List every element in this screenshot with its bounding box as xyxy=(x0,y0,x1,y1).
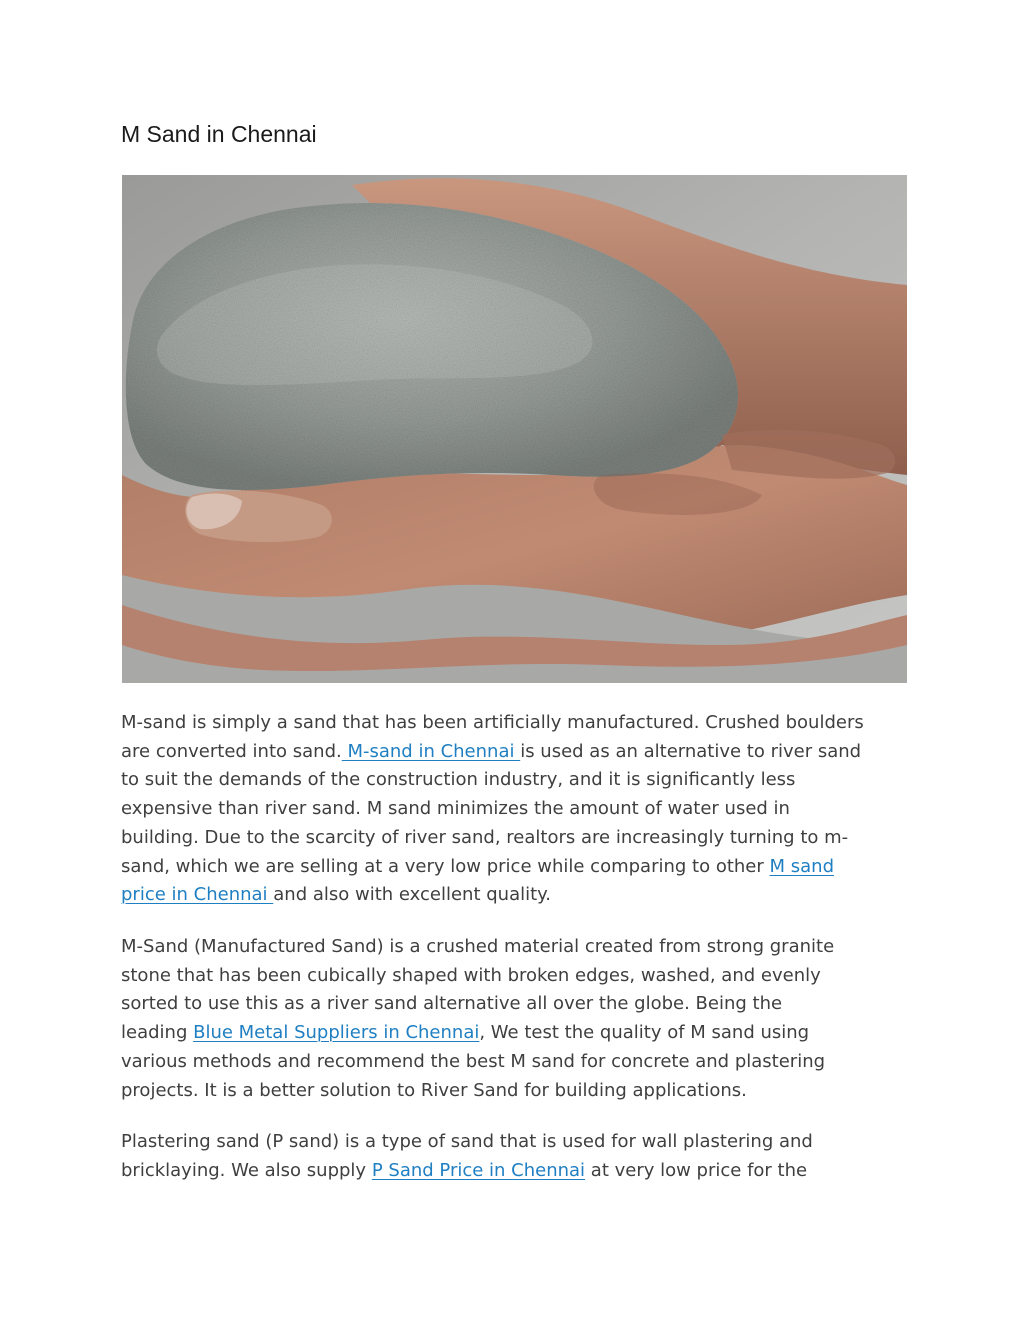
blue-metal-suppliers-link[interactable]: Blue Metal Suppliers in Chennai xyxy=(193,1022,480,1044)
text-segment: stone that has been cubically shaped with broken edges, washed, and evenly xyxy=(121,964,821,986)
text-segment: M-Sand (Manufactured Sand) is a crushed material created from strong granite xyxy=(121,936,835,957)
paragraph-line xyxy=(121,1019,907,1048)
paragraph-2 xyxy=(121,933,907,1105)
text-segment: are converted into sand. xyxy=(121,740,342,762)
paragraph-3 xyxy=(121,1128,907,1185)
hands-holding-sand-photo-icon xyxy=(122,175,907,683)
paragraph-1 xyxy=(121,709,907,910)
paragraph-line xyxy=(121,766,907,795)
text-segment: building. Due to the scarcity of river sand, realtors are increasingly turning to m- xyxy=(121,826,849,848)
paragraph-line xyxy=(121,881,907,910)
text-segment: to suit the demands of the construction industry, and it is significantly less xyxy=(121,769,796,791)
paragraph-line xyxy=(121,1048,907,1077)
paragraph-line xyxy=(121,824,907,853)
text-segment: Plastering sand (P sand) is a type of sand that is used for wall plastering and xyxy=(121,1131,813,1152)
text-segment: and also with excellent quality. xyxy=(273,884,551,906)
text-segment: sorted to use this as a river sand alternative all over the globe. Being the xyxy=(121,993,783,1015)
paragraph-line xyxy=(121,1157,907,1186)
m-sand-price-in-chennai-link[interactable]: price in Chennai xyxy=(121,884,274,906)
text-segment: sand, which we are selling at a very low price while comparing to other xyxy=(121,855,770,877)
text-segment: leading xyxy=(121,1022,194,1044)
paragraph-line xyxy=(121,738,907,767)
text-segment: bricklaying. We also supply xyxy=(121,1159,372,1181)
text-segment: various methods and recommend the best M sand for concrete and plastering xyxy=(121,1050,826,1072)
paragraph-line xyxy=(121,1128,907,1157)
paragraph-line xyxy=(121,709,907,738)
text-segment: projects. It is a better solution to River Sand for building applications. xyxy=(121,1079,747,1101)
text-segment: is used as an alternative to river sand xyxy=(520,740,862,762)
paragraph-line xyxy=(121,933,907,962)
paragraph-line xyxy=(121,1077,907,1106)
text-segment: at very low price for the xyxy=(585,1159,808,1181)
paragraph-line xyxy=(121,795,907,824)
p-sand-price-link[interactable]: P Sand Price in Chennai xyxy=(371,1159,586,1181)
text-segment: expensive than river sand. M sand minimizes the amount of water used in xyxy=(121,798,790,820)
m-sand-price-in-chennai-link[interactable]: M sand xyxy=(769,855,834,877)
text-segment: , We test the quality of M sand using xyxy=(479,1022,810,1044)
text-segment: M-sand is simply a sand that has been artificially manufactured. Crushed boulders xyxy=(121,712,864,733)
paragraph-line xyxy=(121,853,907,882)
paragraph-line xyxy=(121,990,907,1019)
paragraph-line xyxy=(121,962,907,991)
m-sand-in-chennai-link[interactable]: M-sand in Chennai xyxy=(341,740,521,762)
page-title: M Sand in Chennai xyxy=(121,121,317,147)
